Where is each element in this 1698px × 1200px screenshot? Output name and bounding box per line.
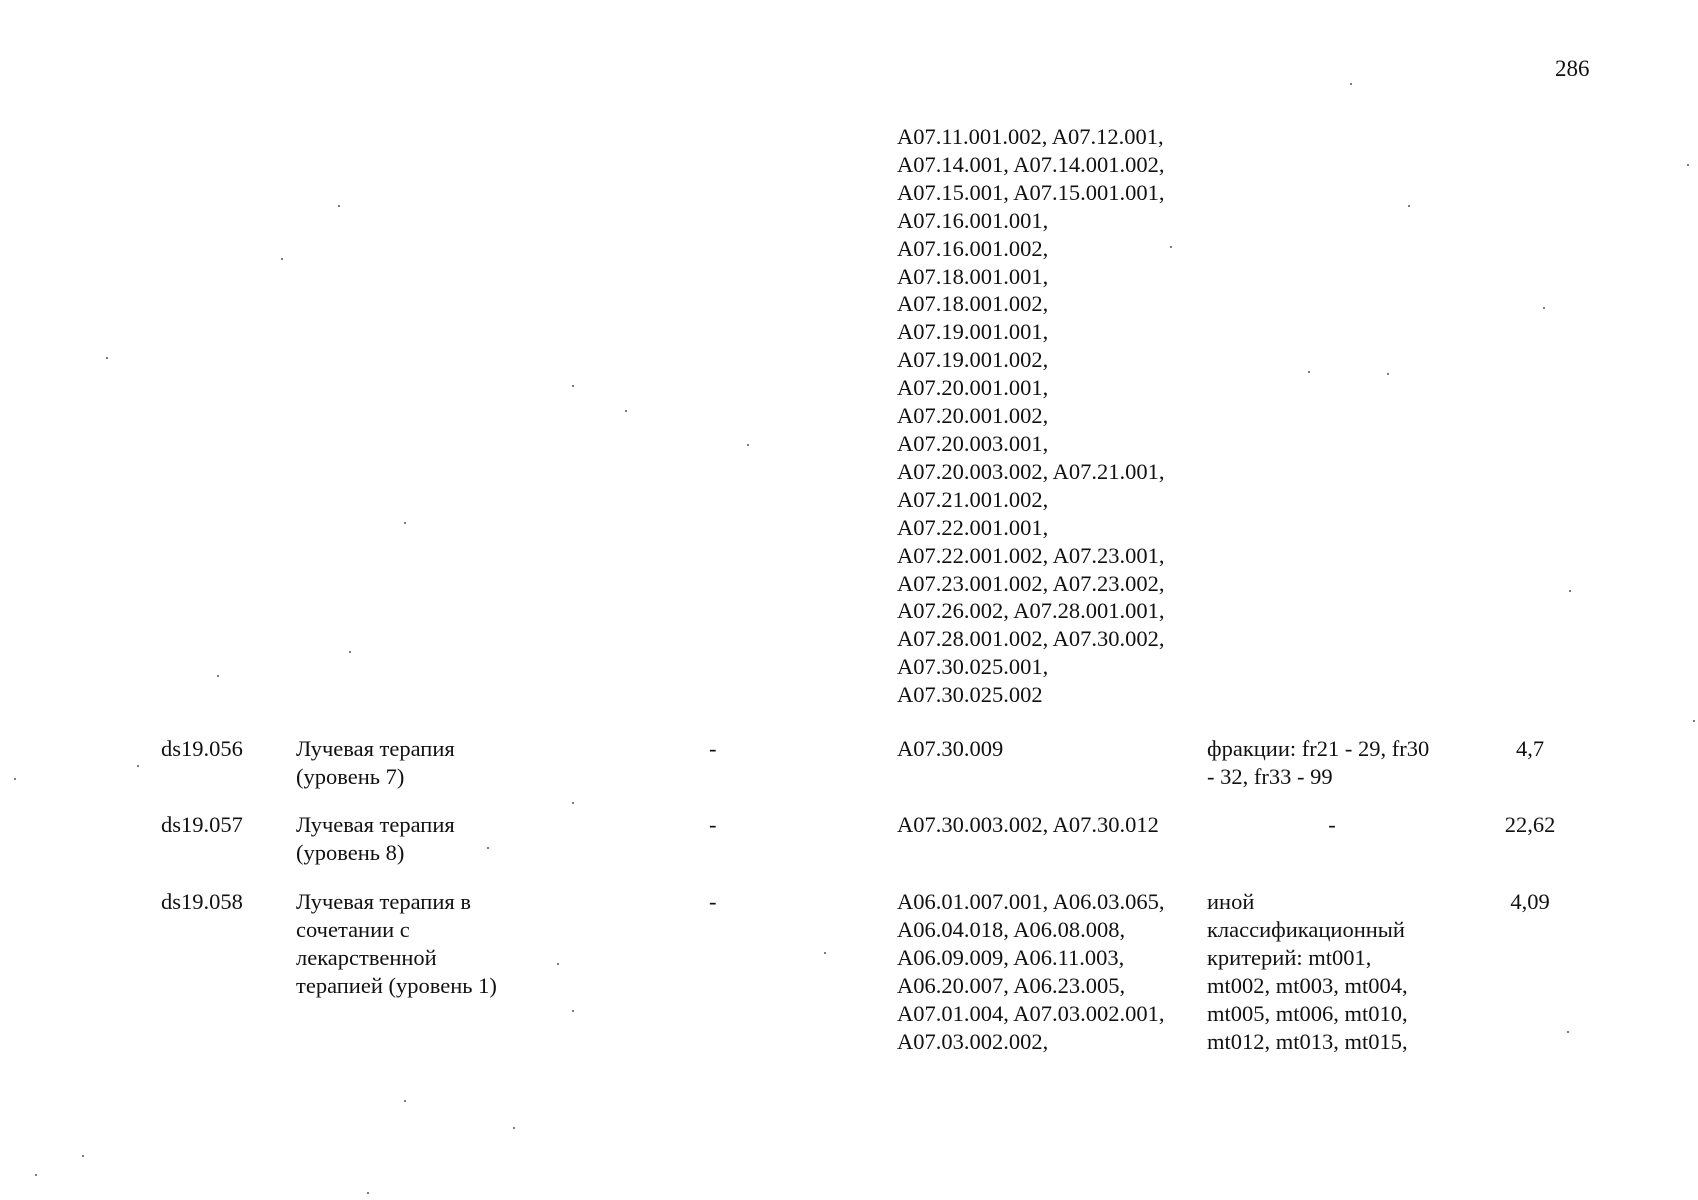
scan-speck [14,778,16,780]
continuation-codes-cell [897,123,1217,709]
scan-speck [1543,307,1545,309]
code-line: A07.16.001.002, [897,235,1049,261]
page-number: 286 [1555,56,1590,81]
scan-speck [338,205,340,207]
code-line: A07.19.001.001, [897,319,1049,345]
scan-speck [824,952,826,954]
code-line: A07.14.001, A07.14.001.002, [897,151,1165,177]
criteria-line: mt002, mt003, mt004, [1207,972,1408,998]
code-line: A07.16.001.001, [897,207,1049,233]
code-line: A06.04.018, A06.08.008, [897,916,1126,942]
scan-speck [404,1100,406,1102]
group-code: ds19.057 [161,812,243,837]
classification-criteria [1207,735,1429,791]
code-line: A07.26.002, A07.28.001.001, [897,598,1165,624]
scan-speck [404,522,406,524]
service-codes [897,735,1003,763]
scan-speck [349,651,351,653]
group-name-line: (уровень 8) [296,839,405,865]
classification-criteria [1207,811,1457,839]
empty-cell-dash: - [709,889,717,914]
scan-speck [1350,83,1352,85]
criteria-line: - 32, fr33 - 99 [1207,763,1333,789]
code-line: A07.15.001, A07.15.001.001, [897,179,1165,205]
criteria-line: критерий: mt001, [1207,944,1372,970]
group-name-line: Лучевая терапия [296,736,455,761]
scan-speck [106,357,108,359]
group-name-line: Лучевая терапия в [296,889,471,914]
code-line: A07.18.001.001, [897,263,1049,289]
scan-speck [747,444,749,446]
empty-cell-dash: - [709,812,717,837]
scan-speck [1687,164,1689,166]
scan-speck [35,1174,37,1176]
group-name-line: Лучевая терапия [296,812,455,837]
scan-speck [281,258,283,260]
scan-speck [137,765,139,767]
scan-speck [367,1192,369,1194]
scan-speck [1693,720,1695,722]
scan-speck [217,675,219,677]
scan-speck [572,802,574,804]
code-line: A07.19.001.002, [897,347,1049,373]
scan-speck [1408,205,1410,207]
group-name [296,888,497,1000]
code-line: A07.30.003.002, A07.30.012 [897,812,1159,837]
code-line: A07.30.025.001, [897,654,1049,680]
group-name-line: терапией (уровень 1) [296,972,497,998]
criteria-line: mt012, mt013, mt015, [1207,1028,1408,1054]
group-code: ds19.056 [161,736,243,761]
code-line: A07.18.001.002, [897,291,1049,317]
group-name-line: (уровень 7) [296,763,405,789]
code-line: A06.01.007.001, A06.03.065, [897,889,1165,914]
code-line: A07.30.009 [897,736,1004,761]
group-code: ds19.058 [161,889,243,914]
criteria-line: - [1328,812,1336,837]
empty-cell-dash: - [709,736,717,761]
scan-speck [1387,373,1389,375]
classification-criteria [1207,888,1408,1055]
code-line: A07.03.002.002, [897,1028,1049,1054]
code-line: A06.09.009, A06.11.003, [897,944,1125,970]
group-name-line: сочетании с [296,916,410,942]
code-line: A07.30.025.002 [897,682,1043,708]
code-line: A07.22.001.001, [897,514,1049,540]
group-name [296,735,455,791]
group-name-line: лекарственной [296,944,437,970]
scan-speck [1170,246,1172,248]
scan-speck [513,1127,515,1129]
code-line: A06.20.007, A06.23.005, [897,972,1126,998]
code-line: A07.23.001.002, A07.23.002, [897,570,1165,596]
group-name [296,811,455,867]
scan-speck [1308,371,1310,373]
scan-speck [572,385,574,387]
code-line: A07.20.001.001, [897,375,1049,401]
criteria-line: иной [1207,889,1255,914]
scan-speck [572,1010,574,1012]
criteria-line: mt005, mt006, mt010, [1207,1000,1408,1026]
code-line: A07.11.001.002, A07.12.001, [897,124,1164,149]
service-codes [897,888,1165,1055]
code-line: A07.20.001.002, [897,403,1049,429]
scan-speck [625,410,627,412]
code-line: A07.20.003.001, [897,430,1049,456]
code-line: A07.20.003.002, A07.21.001, [897,458,1165,484]
scan-speck [82,1155,84,1157]
coefficient-value: 4,7 [1515,736,1545,761]
criteria-line: классификационный [1207,916,1405,942]
scan-speck [1567,1031,1569,1033]
code-line: A07.28.001.002, A07.30.002, [897,626,1165,652]
code-line: A07.01.004, A07.03.002.001, [897,1000,1165,1026]
scan-speck [1569,590,1571,592]
coefficient-value: 4,09 [1510,889,1550,914]
scan-speck [487,847,489,849]
criteria-line: фракции: fr21 - 29, fr30 [1207,736,1430,761]
scan-speck [557,963,559,965]
code-line: A07.22.001.002, A07.23.001, [897,542,1165,568]
service-codes [897,811,1159,839]
code-line: A07.21.001.002, [897,486,1049,512]
coefficient-value: 22,62 [1504,812,1556,837]
